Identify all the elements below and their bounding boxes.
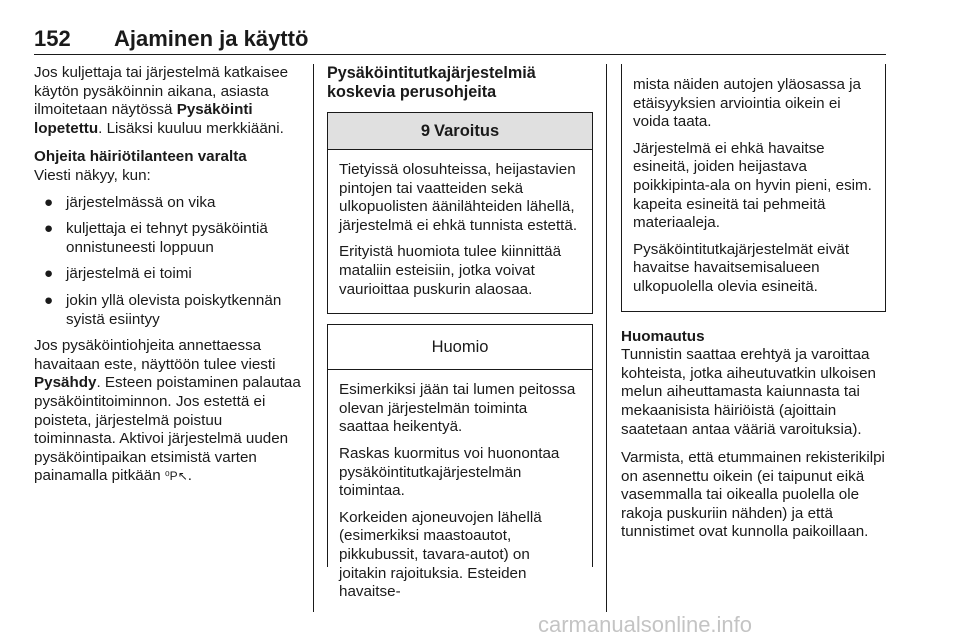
bullet-icon: ● <box>44 291 54 309</box>
warning-text: Tietyissä olosuhteissa, heijastavien pintojen tai vaatteiden sekä ulkopuolisten äänilähteiden lähellä, järjestelmä ei ehkä tunnista estettä. <box>339 161 578 234</box>
note-text: Raskas kuormitus voi huonontaa pysäköintitutkajärjestelmän toimintaa. <box>339 444 560 500</box>
remark-text: Tunnistin saattaa erehtyä ja varoittaa kohteista, jotka aiheutuvatkin ulkoisen melun aiheuttamasta kaiunnasta tai mekaanisista häiriöistä (ajoittain saatetaan antaa vääriä varoituksia). <box>621 346 876 438</box>
warning-text: Erityistä huomiota tulee kiinnittää mataliin esteisiin, jotka voivat vaurioittaa puskurin alaosaa. <box>339 243 562 298</box>
park-assist-icon: ⁰P↖ <box>164 469 188 484</box>
closing-paragraph: Jos pysäköintiohjeita annettaessa havaitaan este, näyttöön tulee viesti Pysähdy. Esteen poistaminen palautaa pysäköintitoiminnon. Jos estettä ei poisteta, järjestelmä poistuu toiminnasta. Aktivoi järjestelmä uuden pysäköintipaikan etsimistä varten painamalla pitkään ⁰P↖. <box>34 337 301 485</box>
remark-heading: Huomautus <box>621 327 705 345</box>
note-text: Korkeiden ajoneuvojen lähellä (esimerkiksi maastoautot, pikkubussit, tavara-autot) on joitakin rajoituksia. Esteiden havaitse- <box>339 508 542 601</box>
note-box <box>327 324 593 601</box>
note-text: Esimerkiksi jään tai lumen peitossa olevan järjestelmän toiminta saattaa heikentyä. <box>339 381 576 436</box>
watermark: carmanualsonline.info <box>538 612 753 637</box>
note-text: Järjestelmä ei ehkä havaitse esineitä, joiden heijastava poikkipinta-ala on hyvin pieni, esim. kapeita esineitä tai pehmeitä materiaaleja. <box>633 139 872 232</box>
note-title: Huomio <box>328 325 592 370</box>
list-item: ● jokin yllä olevista poiskytkennän syistä esiintyy <box>44 291 282 328</box>
column-2 <box>327 64 593 601</box>
note-text: Pysäköintitutkajärjestelmät eivät havaitse havaitsemisalueen ulkopuolella olevia esineitä. <box>633 240 850 295</box>
note-box-continued <box>621 64 886 312</box>
bullet-icon: ● <box>44 265 54 283</box>
column-divider <box>313 64 314 612</box>
note-text: mista näiden autojen yläosassa ja etäisyyksien arviointia oikein ei voida taata. <box>633 76 861 131</box>
list-item: ● järjestelmässä on vika <box>44 193 216 211</box>
intro-paragraph: Jos kuljettaja tai järjestelmä katkaisee käytön pysäköinnin aikana, asiasta ilmoitetaan näytössä Pysäköinti lopetettu. Lisäksi kuuluu merkkiääni. <box>34 64 289 137</box>
page-title: Ajaminen ja käyttö <box>114 26 309 51</box>
bullet-icon: ● <box>44 220 54 238</box>
fault-lead: Viesti näkyy, kun: <box>34 166 151 184</box>
fault-list <box>34 194 302 330</box>
remark-text: Varmista, että etummainen rekisterikilpi on asennettu oikein (ei taipunut eikä vasemmalla tai oikealla puolella ole rakoja puskuriin nähden) ja että tunnistimet ovat kunnolla paikoillaan. <box>621 449 885 541</box>
warning-title: Varoitus <box>434 122 500 140</box>
fault-heading: Ohjeita häiriötilanteen varalta <box>34 148 247 166</box>
bullet-icon: ● <box>44 193 54 211</box>
list-item: ● kuljettaja ei tehnyt pysäköintiä onnistuneesti loppuun <box>44 220 268 256</box>
column-3 <box>621 64 886 552</box>
column-divider <box>606 64 607 612</box>
warning-box <box>327 112 593 314</box>
page-header <box>34 26 886 55</box>
list-item: ● järjestelmä ei toimi <box>44 265 192 283</box>
section-heading: Pysäköintitutkajärjestelmiä koskevia perusohjeita <box>327 64 536 101</box>
warning-triangle-icon: 9 <box>420 122 431 140</box>
column-1 <box>34 64 302 496</box>
warning-header <box>328 113 592 150</box>
page-number: 152 <box>34 26 71 51</box>
